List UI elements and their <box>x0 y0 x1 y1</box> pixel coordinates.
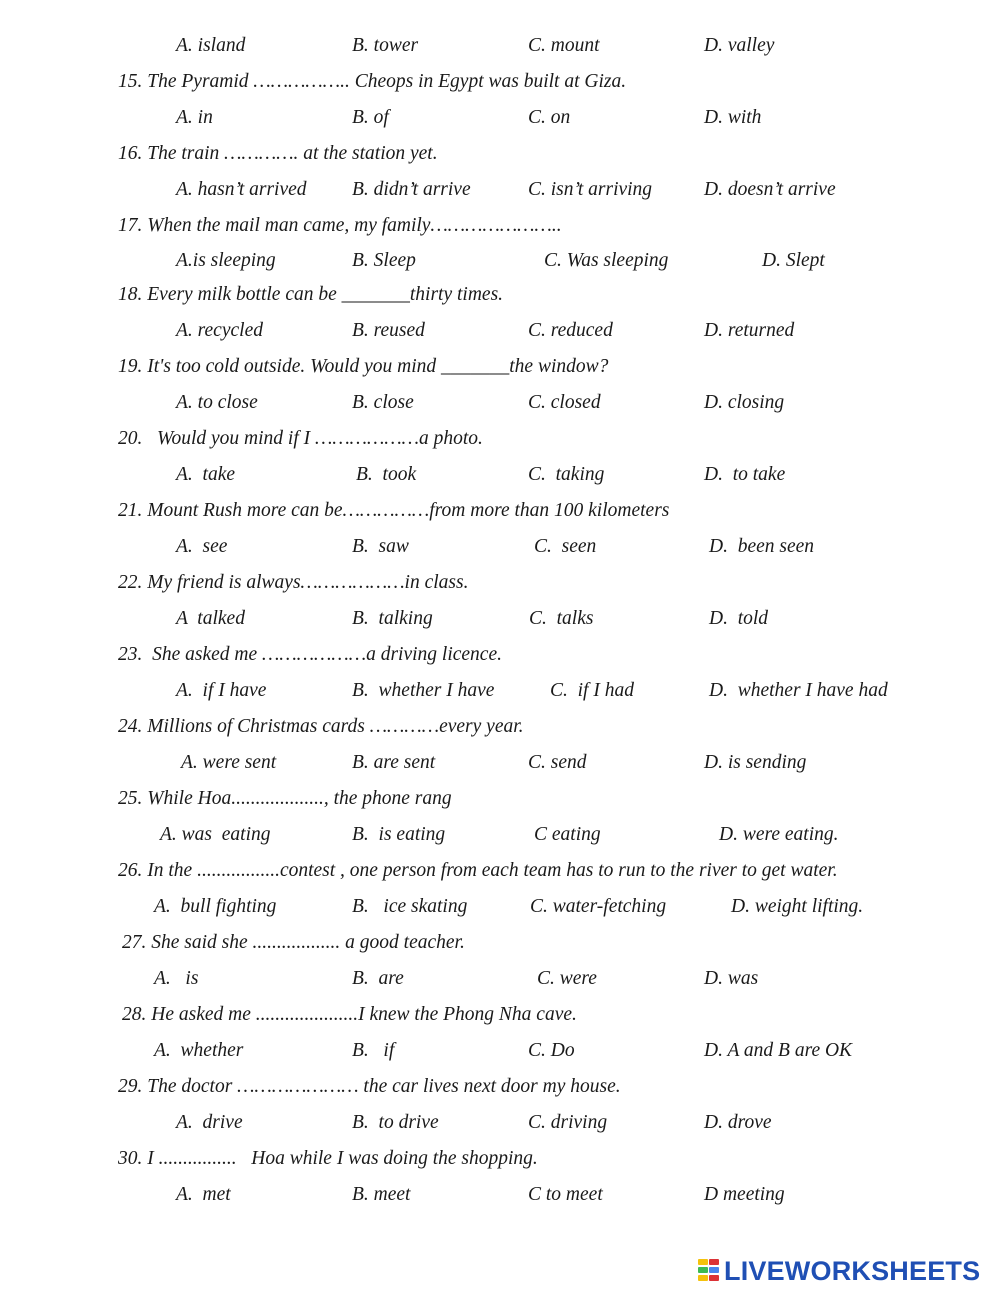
answer-option-c: C. reduced <box>528 320 613 341</box>
answer-option-d: D. returned <box>704 320 795 341</box>
answer-option-c: C. Do <box>528 1040 575 1061</box>
answer-option-b: B. if <box>352 1040 395 1061</box>
answer-option-a: A. in <box>176 107 213 128</box>
liveworksheets-logo <box>698 1254 980 1288</box>
answer-option-b: B. is eating <box>352 824 446 845</box>
answer-option-b: B. tower <box>352 35 419 56</box>
logo-blocks-icon <box>698 1257 720 1285</box>
answer-option-d: D. told <box>709 608 769 629</box>
question-text: 18. Every milk bottle can be _______thirty times. <box>118 284 504 305</box>
answer-option-c: C. talks <box>529 608 594 629</box>
question-text: 29. The doctor ………………… the car lives next door my house. <box>118 1076 621 1097</box>
logo-block-2 <box>709 1259 719 1265</box>
answer-option-b: B. reused <box>352 320 425 341</box>
answer-option-c: C. send <box>528 752 587 773</box>
answer-option-a: A. recycled <box>176 320 263 341</box>
answer-option-a: A. bull fighting <box>154 896 277 917</box>
question-text: 16. The train …………. at the station yet. <box>118 143 438 164</box>
answer-option-c: C. on <box>528 107 571 128</box>
answer-option-a: A. island <box>176 35 246 56</box>
answer-option-c: C. seen <box>534 536 597 557</box>
answer-option-d: D. with <box>704 107 762 128</box>
answer-option-c: C. isn’t arriving <box>528 179 653 200</box>
answer-option-a: A. see <box>176 536 228 557</box>
question-text: 17. When the mail man came, my family………………….. <box>118 215 562 236</box>
question-text: 25. While Hoa..................., the phone rang <box>118 788 452 809</box>
answer-option-d: D. whether I have had <box>709 680 888 701</box>
answer-option-b: B. didn’t arrive <box>352 179 471 200</box>
answer-option-a: A. take <box>176 464 236 485</box>
answer-option-c: C eating <box>534 824 601 845</box>
question-text: 15. The Pyramid …………….. Cheops in Egypt was built at Giza. <box>118 71 627 92</box>
answer-option-a: A. if I have <box>176 680 267 701</box>
answer-option-b: B. are sent <box>352 752 436 773</box>
answer-option-a: A. is <box>154 968 199 989</box>
answer-option-c: C. were <box>537 968 597 989</box>
question-text: 20. Would you mind if I ………………a photo. <box>118 428 483 449</box>
answer-option-c: C. driving <box>528 1112 608 1133</box>
question-text: 27. She said she .................. a good teacher. <box>122 932 465 953</box>
question-text: 28. He asked me .....................I knew the Phong Nha cave. <box>122 1004 577 1025</box>
answer-option-d: D. valley <box>704 35 775 56</box>
answer-option-d: D. was <box>704 968 759 989</box>
answer-option-b: B. close <box>352 392 414 413</box>
question-text: 26. In the .................contest , one person from each team has to run to the river to get water. <box>118 860 838 881</box>
logo-block-1 <box>698 1259 708 1265</box>
answer-option-b: B. Sleep <box>352 250 416 271</box>
answer-option-d: D. doesn’t arrive <box>704 179 836 200</box>
question-text: 23. She asked me ………………a driving licence. <box>118 644 502 665</box>
answer-option-c: C. mount <box>528 35 600 56</box>
question-text: 24. Millions of Christmas cards …………every year. <box>118 716 524 737</box>
answer-option-c: C. water-fetching <box>530 896 667 917</box>
answer-option-d: D. Slept <box>762 250 825 271</box>
answer-option-b: B. ice skating <box>352 896 468 917</box>
answer-option-b: B. whether I have <box>352 680 495 701</box>
answer-option-a: A talked <box>176 608 245 629</box>
answer-option-d: D. closing <box>704 392 785 413</box>
answer-option-b: B. saw <box>352 536 409 557</box>
answer-option-c: C. if I had <box>550 680 634 701</box>
answer-option-b: B. took <box>356 464 417 485</box>
answer-option-c: C. taking <box>528 464 605 485</box>
question-text: 19. It's too cold outside. Would you mind _______the window? <box>118 356 609 377</box>
answer-option-b: B. talking <box>352 608 433 629</box>
answer-option-a: A. met <box>176 1184 231 1205</box>
logo-block-3 <box>698 1267 708 1273</box>
answer-option-a: A.is sleeping <box>176 250 276 271</box>
answer-option-d: D. weight lifting. <box>731 896 864 917</box>
answer-option-d: D meeting <box>704 1184 785 1205</box>
answer-option-c: C. closed <box>528 392 601 413</box>
answer-option-a: A. to close <box>176 392 258 413</box>
answer-option-b: B. are <box>352 968 404 989</box>
answer-option-b: B. of <box>352 107 389 128</box>
answer-option-d: D. been seen <box>709 536 815 557</box>
answer-option-a: A. were sent <box>181 752 277 773</box>
answer-option-c: C. Was sleeping <box>544 250 669 271</box>
answer-option-d: D. drove <box>704 1112 772 1133</box>
question-text: 21. Mount Rush more can be……………from more than 100 kilometers <box>118 500 670 521</box>
logo-block-5 <box>698 1275 708 1281</box>
answer-option-d: D. were eating. <box>719 824 839 845</box>
logo-block-6 <box>709 1275 719 1281</box>
answer-option-d: D. to take <box>704 464 786 485</box>
answer-option-d: D. A and B are OK <box>704 1040 853 1061</box>
answer-option-d: D. is sending <box>704 752 807 773</box>
logo-text: LIVEWORKSHEETS <box>724 1255 981 1286</box>
answer-option-b: B. to drive <box>352 1112 439 1133</box>
answer-option-c: C to meet <box>528 1184 603 1205</box>
answer-option-a: A. hasn’t arrived <box>176 179 307 200</box>
answer-option-a: A. drive <box>176 1112 243 1133</box>
logo-block-4 <box>709 1267 719 1273</box>
answer-option-b: B. meet <box>352 1184 411 1205</box>
question-text: 30. I ................ Hoa while I was doing the shopping. <box>118 1148 538 1169</box>
question-text: 22. My friend is always………………in class. <box>118 572 469 593</box>
answer-option-a: A. was eating <box>160 824 271 845</box>
answer-option-a: A. whether <box>154 1040 244 1061</box>
